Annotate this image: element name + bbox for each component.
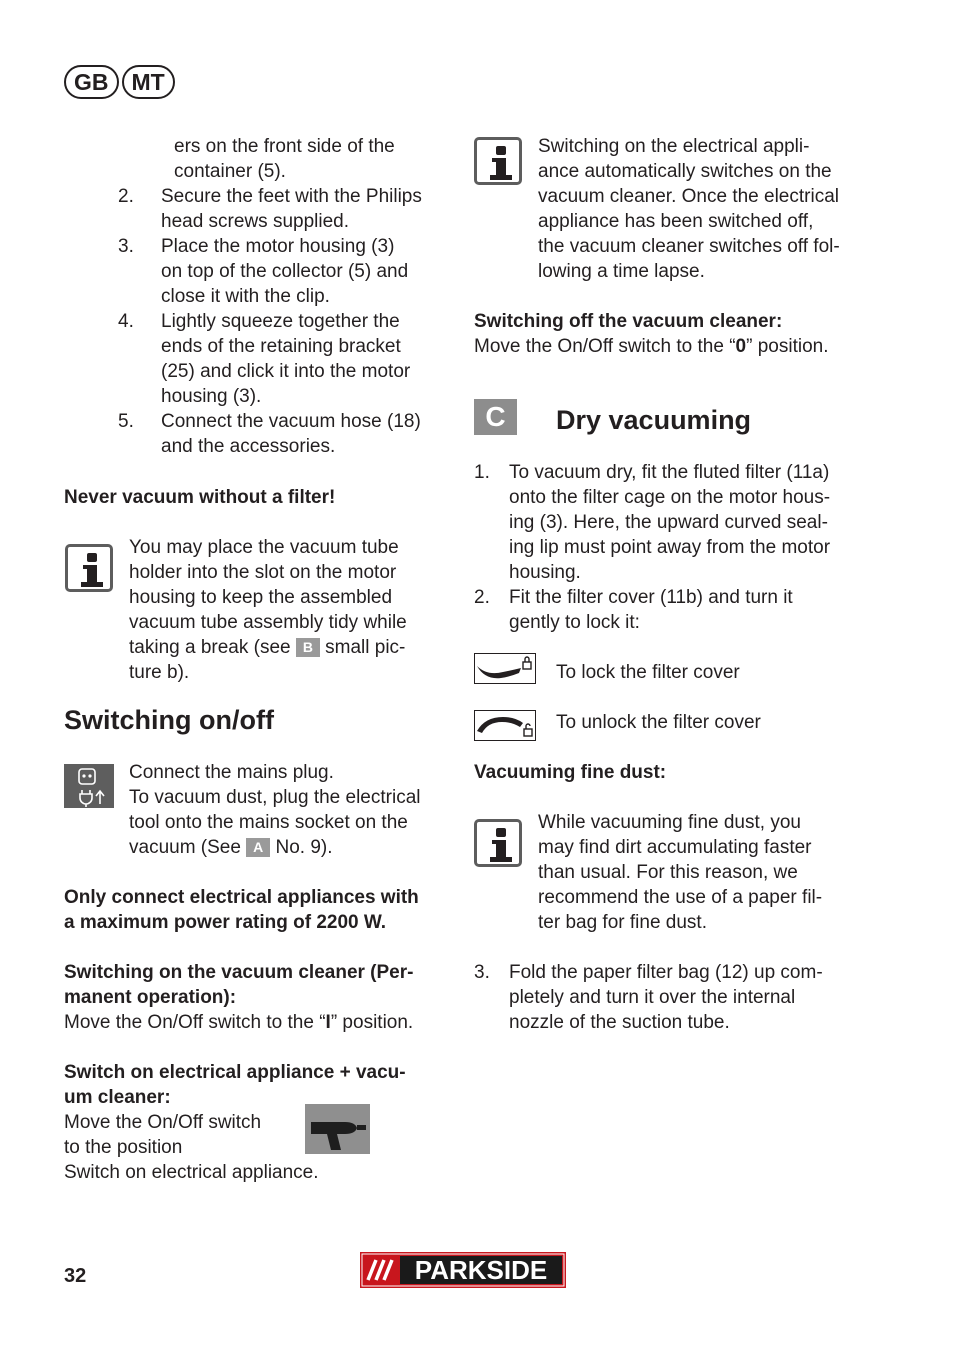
switch-position-value: I <box>325 1012 331 1033</box>
assembly-steps-list <box>118 184 468 459</box>
text-fragment: ” position. <box>330 1012 414 1033</box>
list-item <box>474 585 874 635</box>
logo-wordmark: PARKSIDE <box>414 1255 548 1285</box>
text-line: than usual. For this reason, we <box>538 862 798 883</box>
lang-badge-mt: MT <box>122 65 175 99</box>
parkside-logo <box>360 1252 566 1288</box>
text-fragment: No. 9). <box>270 837 333 858</box>
text-line: head screws supplied. <box>161 211 349 232</box>
subheading-line: Switch on electrical appliance + vacu- <box>64 1062 406 1083</box>
text-line: ance automatically switches on the <box>538 161 832 182</box>
page-number: 32 <box>64 1265 87 1287</box>
list-item <box>118 409 468 459</box>
text-line: While vacuuming fine dust, you <box>538 812 801 833</box>
text-fragment: ” position. <box>746 336 829 357</box>
text-line: recommend the use of a paper fil- <box>538 887 823 908</box>
list-item <box>118 234 468 309</box>
text-line: Only connect electrical appliances with <box>64 887 419 908</box>
dry-vacuuming-steps <box>474 460 874 635</box>
info-note-tube-holder <box>129 535 449 685</box>
unlock-filter-icon <box>474 710 536 741</box>
subheading: Switching off the vacuum cleaner: <box>474 311 783 332</box>
text-line: may find dirt accumulating faster <box>538 837 812 858</box>
text-line: ers on the front side of the <box>174 136 395 157</box>
info-icon <box>65 544 113 592</box>
fine-dust-step <box>474 960 874 1035</box>
text-line: onto the filter cage on the motor hous- <box>509 487 831 508</box>
text-line: ter bag for fine dust. <box>538 912 707 933</box>
text-line: gently to lock it: <box>509 612 640 633</box>
text-line: vacuum cleaner. Once the electrical <box>538 186 839 207</box>
subheading-line: Switching on the vacuum cleaner (Per- <box>64 962 414 983</box>
power-rating-note <box>64 885 464 935</box>
text-line: nozzle of the suction tube. <box>509 1012 730 1033</box>
text-line: Lightly squeeze together the <box>161 311 400 332</box>
list-item <box>118 184 468 234</box>
text-line: Fit the filter cover (11b) and turn it <box>509 587 793 608</box>
item-number: 5. <box>118 411 134 432</box>
switch-position-value: 0 <box>735 336 747 357</box>
text-line: ing (3). Here, the upward curved seal- <box>509 512 828 533</box>
plug-socket-icon <box>64 764 114 808</box>
text-line: To vacuum dust, plug the electrical <box>129 787 421 808</box>
text-line: tool onto the mains socket on the <box>129 812 408 833</box>
figure-badge-a: A <box>246 838 270 857</box>
text-line: housing. <box>509 562 581 583</box>
text-line: Place the motor housing (3) <box>161 236 395 257</box>
subheading-line: um cleaner: <box>64 1087 171 1108</box>
text-line <box>474 334 874 359</box>
item-number: 2. <box>118 186 134 207</box>
text-line: housing (3). <box>161 386 262 407</box>
text-line: Move the On/Off switch <box>64 1112 262 1133</box>
text-line: Switching on the electrical appli- <box>538 136 810 157</box>
item-number: 2. <box>474 587 490 608</box>
section-heading-dry-vacuuming: Dry vacuuming <box>556 405 752 435</box>
text-line: and the accessories. <box>161 436 336 457</box>
text-line: appliance has been switched off, <box>538 211 814 232</box>
text-line: To vacuum dry, fit the fluted filter (11a) <box>509 462 830 483</box>
lock-filter-label: To lock the filter cover <box>556 662 740 683</box>
unlock-filter-label: To unlock the filter cover <box>556 712 761 733</box>
text-line: ture b). <box>129 662 190 683</box>
text-line: You may place the vacuum tube <box>129 537 399 558</box>
switch-off-section <box>474 309 874 359</box>
fine-dust-subheading: Vacuuming fine dust: <box>474 762 667 783</box>
switch-on-appliance <box>64 1060 464 1185</box>
text-line: container (5). <box>174 161 286 182</box>
text-line <box>129 635 449 660</box>
text-line: (25) and click it into the motor <box>161 361 411 382</box>
lang-badge-gb: GB <box>64 65 119 99</box>
text-line: on top of the collector (5) and <box>161 261 409 282</box>
item-number: 1. <box>474 462 490 483</box>
list-item <box>118 309 468 409</box>
text-line: Switch on electrical appliance. <box>64 1162 319 1183</box>
info-icon <box>474 137 522 185</box>
text-fragment: Move the On/Off switch to the “ <box>64 1012 326 1033</box>
list-item <box>474 460 874 585</box>
text-line <box>64 1010 464 1035</box>
figure-badge-c: C <box>474 399 517 435</box>
text-line: Connect the mains plug. <box>129 762 334 783</box>
text-line: the vacuum cleaner switches off fol- <box>538 236 840 257</box>
info-note-fine-dust <box>538 810 868 935</box>
text-fragment: small pic- <box>319 637 406 658</box>
info-icon <box>474 819 522 867</box>
text-line: close it with the clip. <box>161 286 330 307</box>
text-line: housing to keep the assembled <box>129 587 393 608</box>
text-line: Secure the feet with the Philips <box>161 186 422 207</box>
power-tool-picture <box>305 1104 370 1154</box>
language-badges <box>64 65 178 99</box>
text-line: ing lip must point away from the motor <box>509 537 831 558</box>
text-line: to the position <box>64 1137 183 1158</box>
text-line <box>129 835 459 860</box>
switch-on-permanent <box>64 960 464 1035</box>
subheading-line: manent operation): <box>64 987 237 1008</box>
text-line: vacuum tube assembly tidy while <box>129 612 407 633</box>
filter-warning: Never vacuum without a filter! <box>64 487 336 508</box>
text-line: ends of the retaining bracket <box>161 336 401 357</box>
item-number: 4. <box>118 311 134 332</box>
text-fragment: Move the On/Off switch to the “ <box>474 336 736 357</box>
text-fragment: vacuum (See <box>129 837 247 858</box>
text-line: pletely and turn it over the internal <box>509 987 796 1008</box>
text-line: Fold the paper filter bag (12) up com- <box>509 962 823 983</box>
figure-badge-b: B <box>296 638 320 657</box>
text-line: lowing a time lapse. <box>538 261 705 282</box>
text-line: a maximum power rating of 2200 W. <box>64 912 387 933</box>
step-continuation <box>174 134 464 184</box>
plug-instructions <box>129 760 459 860</box>
list-item <box>474 960 874 1035</box>
item-number: 3. <box>474 962 490 983</box>
text-fragment: taking a break (see <box>129 637 296 658</box>
item-number: 3. <box>118 236 134 257</box>
lock-filter-icon <box>474 653 536 684</box>
text-line: Connect the vacuum hose (18) <box>161 411 421 432</box>
info-note-auto-switch <box>538 134 868 284</box>
text-line: holder into the slot on the motor <box>129 562 397 583</box>
section-heading-switching: Switching on/off <box>64 705 274 735</box>
